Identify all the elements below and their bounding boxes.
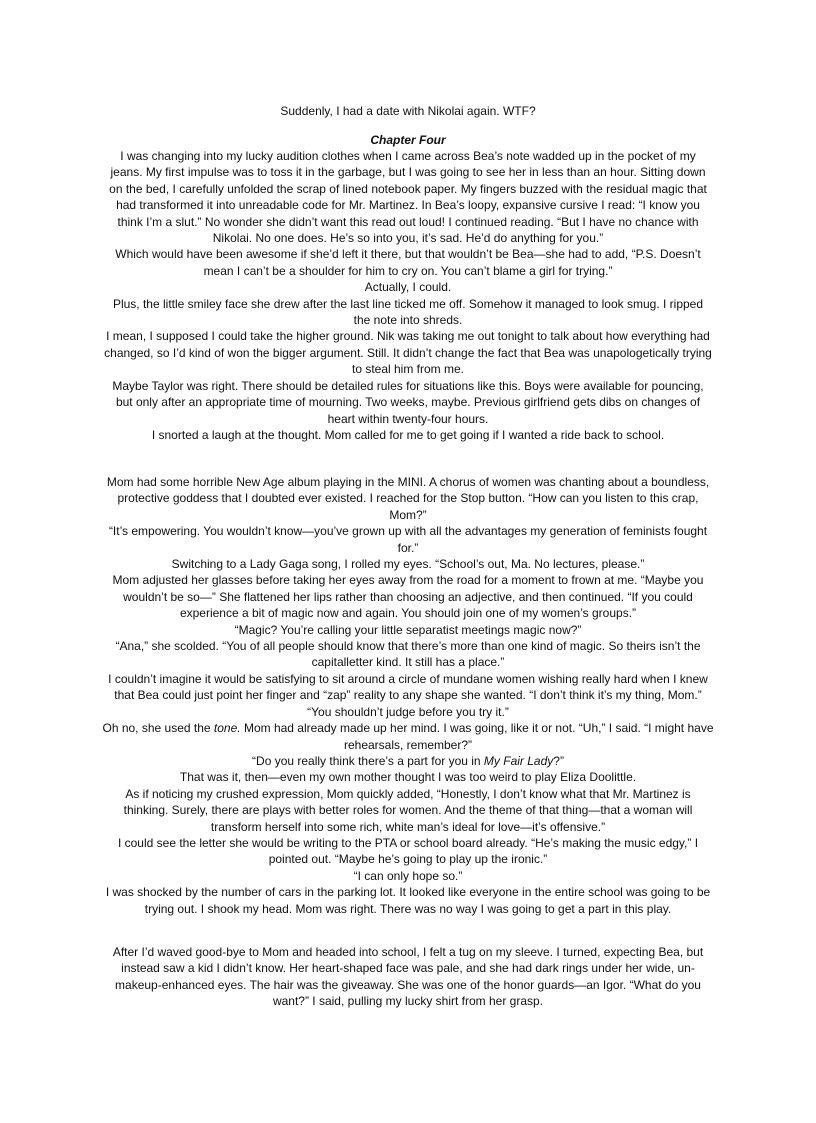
line: Chapter Four (370, 133, 446, 147)
chapter-title (98, 132, 718, 148)
line: I was changing into my lucky audition clothes when I came across Bea’s note wadded up in the pocket of my (120, 149, 696, 163)
line: Maybe Taylor was right. There should be detailed rules for situations like this. Boys were available for pouncing, (112, 378, 704, 393)
paragraph (98, 704, 718, 720)
line: “It’s empowering. You wouldn’t know—you’ve grown up with all the advantages my generation of feminists fought (108, 524, 708, 539)
paragraph (98, 279, 718, 295)
line: I mean, I supposed I could take the higher ground. Nik was taking me out tonight to talk about how everything had (106, 329, 710, 344)
line: think I’m a slut.” No wonder she didn’t want this read out loud! I continued reading. “But I have no chance with (117, 214, 699, 229)
line: jeans. My first impulse was to toss it in the garbage, but I was going to see her in less than an hour. Sitting down (110, 165, 706, 180)
line: capitalletter kind. It still has a place.” (311, 655, 505, 670)
italic-text: tone. (213, 721, 241, 736)
line: Mom adjusted her glasses before taking her eyes away from the road for a moment to frown at me. “Maybe you (112, 573, 704, 588)
paragraph (98, 786, 718, 835)
paragraph (98, 753, 718, 769)
line: Plus, the little smiley face she drew after the last line ticked me off. Somehow it managed to look smug. I ripped (112, 296, 704, 311)
line: “You shouldn’t judge before you try it.” (307, 704, 509, 719)
line: Mom?” (389, 507, 427, 522)
italic-text: My Fair Lady (483, 753, 554, 768)
paragraph (98, 622, 718, 638)
line: rehearsals, remember?” (343, 737, 473, 752)
paragraph (98, 556, 718, 572)
line: I couldn’t imagine it would be satisfying to sit around a circle of mundane women wishing really hard when I knew (108, 671, 708, 686)
line: Mom had some horrible New Age album playing in the MINI. A chorus of women was chanting about a boundless, (106, 475, 710, 489)
paragraph (98, 378, 718, 427)
line: for.” (397, 540, 419, 555)
paragraph (98, 638, 718, 671)
section-one (98, 148, 718, 443)
line: That was it, then—even my own mother thought I was too weird to play Eliza Doolittle. (179, 770, 637, 785)
paragraph (98, 572, 718, 621)
paragraph (98, 523, 718, 556)
line: I could see the letter she would be writing to the PTA or school board already. “He’s making the music edgy,” I (117, 835, 699, 850)
line: thinking. Surely, there are plays with better roles for women. And the theme of that thing—that a woman will (123, 803, 693, 818)
paragraph (98, 769, 718, 785)
line: protective goddess that I doubted ever existed. I reached for the Stop button. “How can you listen to this crap, (117, 491, 699, 506)
line: mean I can’t be a shoulder for him to cry on. You can’t blame a girl for trying.” (203, 263, 613, 278)
paragraph (98, 671, 718, 704)
text-run: Oh no, she used the (102, 721, 214, 736)
intro-line (98, 103, 718, 119)
line: I was shocked by the number of cars in the parking lot. It looked like everyone in the entire school was going to be (105, 885, 711, 900)
line: Nikolai. No one does. He’s so into you, it’s sad. He’d do anything for you.” (212, 231, 604, 246)
line: want?” I said, pulling my lucky shirt from her grasp. (272, 994, 544, 1009)
line: wouldn’t be so—” She flattened her lips rather than choosing an adjective, and then continued. “If you could (123, 589, 693, 604)
line: Suddenly, I had a date with Nikolai again. WTF? (280, 104, 536, 118)
text-run: ?” (553, 753, 564, 768)
paragraph (98, 474, 718, 523)
line: Which would have been awesome if she’d left it there, but that wouldn’t be Bea—she had to add, “P.S. Doesn’t (115, 247, 701, 262)
paragraph (98, 427, 718, 443)
line: that Bea could just point her finger and “zap” reality to any shape she wanted. “I don’t think it’s my thing, Mom.” (114, 688, 702, 703)
paragraph (98, 296, 718, 329)
line: the note into shreds. (353, 313, 463, 328)
line: “Ana,” she scolded. “You of all people should know that there’s more than one kind of magic. So theirs isn’t the (115, 639, 701, 654)
line: “I can only hope so.” (353, 868, 463, 883)
paragraph (98, 835, 718, 868)
line: had transformed it into unreadable code for Mr. Martinez. In Bea’s loopy, expansive cursive I read: “I know you (116, 198, 700, 213)
line: “Magic? You’re calling your little separatist meetings magic now?” (234, 622, 582, 637)
line: trying out. I shook my head. Mom was right. There was no way I was going to get a part in this play. (144, 901, 672, 916)
text-run: Mom had already made up her mind. I was going, like it or not. “Uh,” I said. “I might have (240, 721, 714, 736)
line: heart within twenty-four hours. (327, 411, 489, 426)
line: transform herself into some rich, white man’s ideal for love—it’s offensive.” (210, 819, 606, 834)
line: on the bed, I carefully unfolded the scrap of lined notebook paper. My fingers buzzed with the residual magic that (109, 181, 707, 196)
line: makeup-enhanced eyes. The hair was the giveaway. She was one of the honor guards—an Igor. “What do you (115, 977, 701, 992)
paragraph (98, 246, 718, 279)
line: pointed out. “Maybe he’s going to play up the ironic.” (268, 852, 548, 867)
paragraph (98, 944, 718, 1010)
paragraph (98, 148, 718, 246)
line (98, 720, 718, 736)
line: Actually, I could. (364, 280, 452, 295)
paragraph (98, 884, 718, 917)
paragraph (98, 868, 718, 884)
line: instead saw a kid I didn’t know. Her heart-shaped face was pale, and she had dark rings under her wide, un- (121, 961, 695, 976)
line: I snorted a laugh at the thought. Mom called for me to get going if I wanted a ride back to school. (151, 427, 665, 442)
text-run: “Do you really think there’s a part for you in (252, 753, 484, 768)
line: Switching to a Lady Gaga song, I rolled my eyes. “School’s out, Ma. No lectures, please.” (171, 557, 645, 572)
line: As if noticing my crushed expression, Mom quickly added, “Honestly, I don’t know what that Mr. Martinez is (125, 786, 691, 801)
line: experience a bit of magic now and again. You should join one of my women’s groups.” (179, 606, 637, 621)
paragraph (98, 720, 718, 753)
line: to steal him from me. (351, 362, 465, 377)
section-two (98, 474, 718, 917)
paragraph (98, 328, 718, 377)
section-three (98, 944, 718, 1010)
line (98, 753, 718, 769)
line: changed, so I’d kind of won the bigger argument. Still. It didn’t change the fact that Bea was unapologetically trying (104, 345, 712, 360)
line: After I’d waved good-bye to Mom and headed into school, I felt a tug on my sleeve. I turned, expecting Bea, but (112, 945, 704, 959)
line: but only after an appropriate time of mourning. Two weeks, maybe. Previous girlfriend gets dibs on changes of (115, 395, 701, 410)
